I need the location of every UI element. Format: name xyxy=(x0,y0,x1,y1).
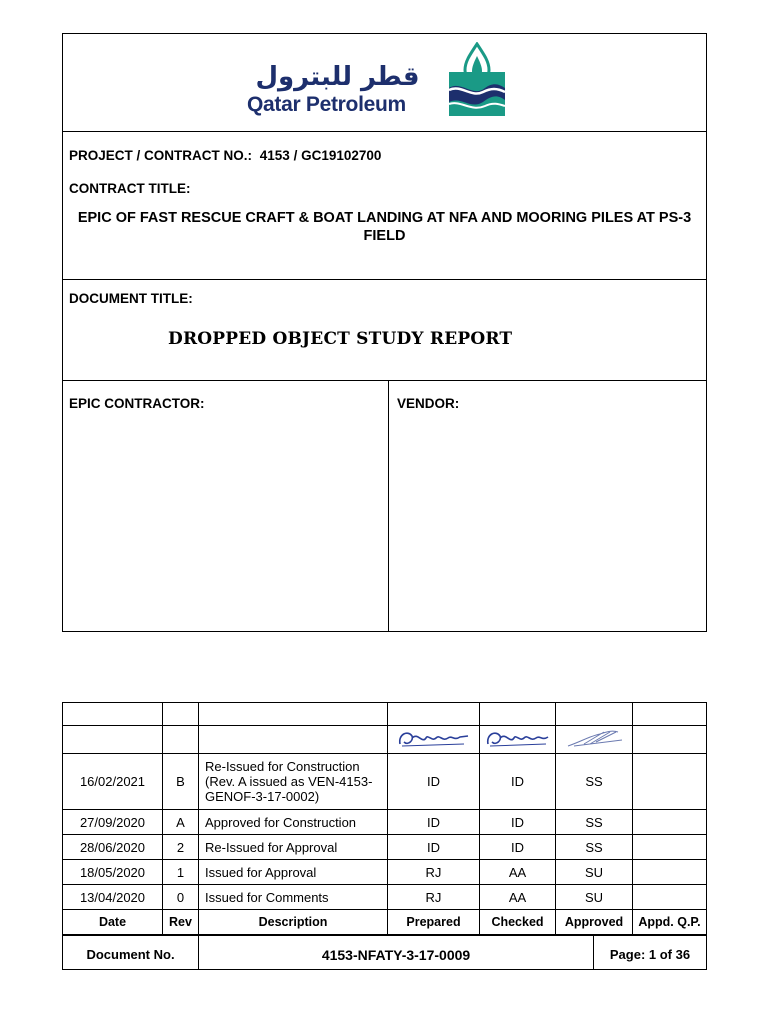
party-divider xyxy=(388,380,389,632)
epic-contractor-label: EPIC CONTRACTOR: xyxy=(69,396,205,411)
table-row: 28/06/2020 2 Re-Issued for Approval ID ID SS xyxy=(63,835,707,860)
header-approved: Approved xyxy=(556,910,633,935)
project-contract-label: PROJECT / CONTRACT NO.: xyxy=(69,148,253,163)
checked-signature xyxy=(484,726,554,750)
approved-signature xyxy=(560,726,630,750)
header-prepared: Prepared xyxy=(388,910,480,935)
contract-divider xyxy=(62,279,707,280)
page-count: Page: 1 of 36 xyxy=(594,936,707,970)
title-divider xyxy=(62,380,707,381)
contract-title: EPIC OF FAST RESCUE CRAFT & BOAT LANDING AT NFA AND MOORING PILES AT PS-3 FIELD xyxy=(77,210,692,244)
document-title-label: DOCUMENT TITLE: xyxy=(69,291,193,306)
signature-row xyxy=(63,726,707,754)
project-contract-line xyxy=(69,148,381,163)
header-date: Date xyxy=(63,910,163,935)
document-number: 4153-NFATY-3-17-0009 xyxy=(199,936,594,970)
contract-title-label: CONTRACT TITLE: xyxy=(69,181,191,196)
logo-english-text: Qatar Petroleum xyxy=(247,93,406,116)
prepared-signature xyxy=(394,726,474,750)
revision-table xyxy=(62,702,707,935)
document-title: DROPPED OBJECT STUDY REPORT xyxy=(168,329,513,349)
header-checked: Checked xyxy=(480,910,556,935)
document-number-label: Document No. xyxy=(63,936,199,970)
table-row: 18/05/2020 1 Issued for Approval RJ AA SU xyxy=(63,860,707,885)
qatar-petroleum-emblem-icon xyxy=(443,42,511,118)
company-logo xyxy=(245,40,515,120)
document-number-strip xyxy=(62,935,707,970)
header-rev: Rev xyxy=(163,910,199,935)
vendor-label: VENDOR: xyxy=(397,396,460,411)
logo-arabic-text: قطر للبترول xyxy=(255,62,420,92)
header-appd-qp: Appd. Q.P. xyxy=(633,910,707,935)
table-row: 27/09/2020 A Approved for Construction ID ID SS xyxy=(63,810,707,835)
table-row: 16/02/2021 B Re-Issued for Construction (Rev. A issued as VEN-4153-GENOF-3-17-0002) ID ID SS xyxy=(63,754,707,810)
logo-divider xyxy=(62,131,707,132)
table-row: 13/04/2020 0 Issued for Comments RJ AA SU xyxy=(63,885,707,910)
project-contract-number: 4153 / GC19102700 xyxy=(259,148,382,163)
blank-row xyxy=(63,703,707,726)
header-description: Description xyxy=(199,910,388,935)
table-header-row xyxy=(63,910,707,935)
